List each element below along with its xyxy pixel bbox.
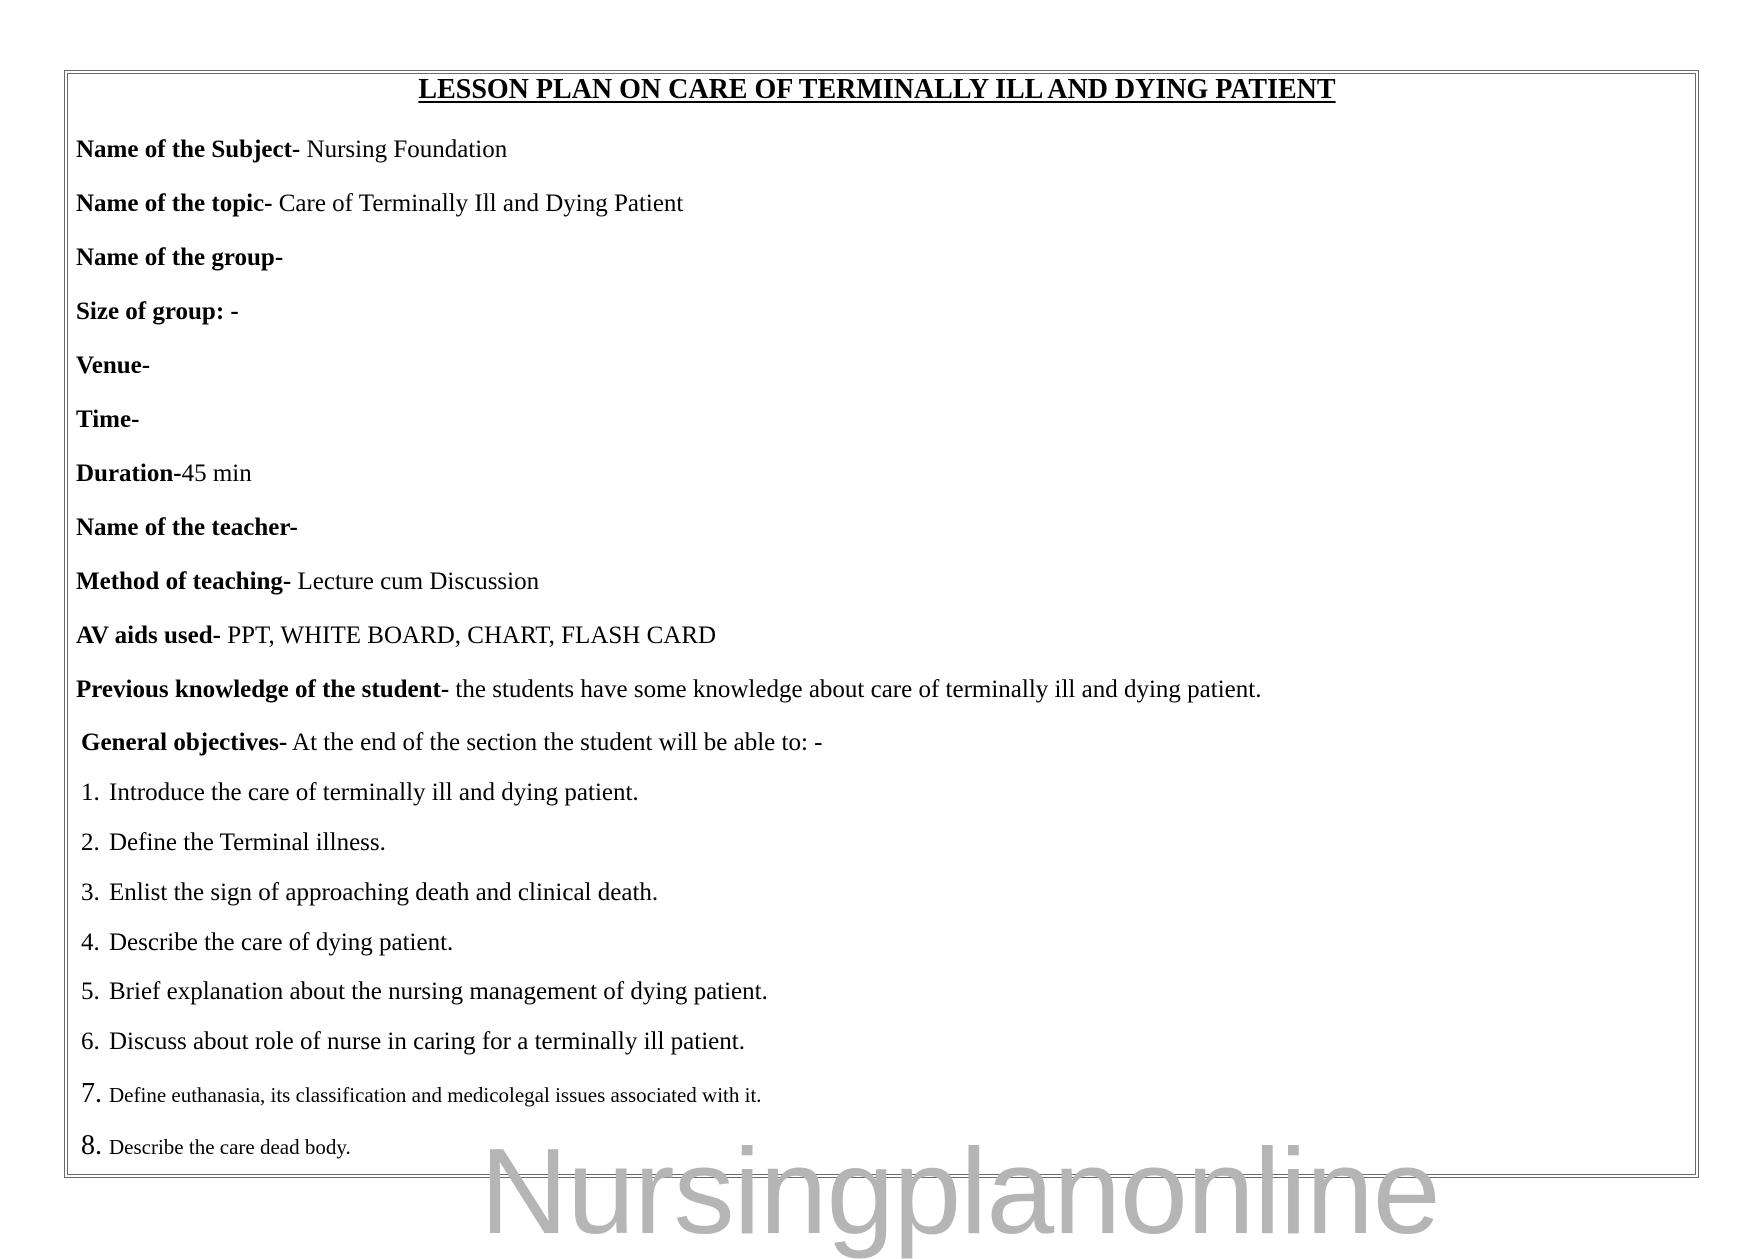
objective-item (81, 777, 639, 809)
field-label: Time- (76, 406, 140, 433)
objective-number: 7. (81, 1078, 102, 1109)
objective-text: Define the Terminal illness. (109, 829, 386, 856)
field-label: Name of the group- (76, 244, 284, 271)
field-subject (76, 134, 507, 166)
objective-number: 8. (81, 1130, 102, 1161)
document-title: LESSON PLAN ON CARE OF TERMINALLY ILL AND DYING PATIENT (418, 74, 1336, 105)
field-value: PPT, WHITE BOARD, CHART, FLASH CARD (220, 622, 717, 649)
objective-text: Define euthanasia, its classification and medicolegal issues associated with it. (109, 1083, 762, 1107)
objectives-label: General objectives- (81, 729, 288, 756)
field-venue (76, 350, 150, 382)
field-value: the students have some knowledge about care of terminally ill and dying patient. (449, 676, 1262, 703)
field-value: Lecture cum Discussion (291, 568, 540, 595)
objective-number: 1. (81, 779, 100, 806)
objective-number: 2. (81, 829, 100, 856)
objective-text: Enlist the sign of approaching death and clinical death. (109, 879, 659, 906)
objective-item (81, 976, 768, 1008)
objective-item (81, 1078, 762, 1111)
objective-number: 3. (81, 879, 100, 906)
objective-number: 4. (81, 929, 100, 956)
general-objectives-heading (81, 727, 822, 759)
objective-text: Describe the care of dying patient. (109, 929, 454, 956)
field-label: Venue- (76, 352, 151, 379)
objective-item (81, 1130, 351, 1163)
objective-item (81, 1026, 745, 1058)
objective-text: Describe the care dead body. (109, 1135, 351, 1159)
field-label: Name of the topic- (76, 190, 273, 217)
field-label: Size of group: - (76, 298, 239, 325)
objective-item (81, 877, 658, 909)
field-av-aids (76, 620, 716, 652)
field-value: 45 min (181, 460, 252, 487)
objective-number: 5. (81, 978, 100, 1005)
watermark-text: Nursingplanonline (480, 1123, 1440, 1259)
field-duration (76, 458, 252, 490)
objectives-intro: At the end of the section the student will be able to: - (287, 729, 823, 756)
objective-text: Discuss about role of nurse in caring for a terminally ill patient. (109, 1028, 745, 1055)
field-value: Nursing Foundation (300, 136, 508, 163)
field-teaching-method (76, 566, 539, 598)
field-label: Duration- (76, 460, 182, 487)
field-time (76, 404, 139, 436)
field-label: Name of the teacher- (76, 514, 298, 541)
objective-text: Introduce the care of terminally ill and dying patient. (109, 779, 639, 806)
objective-item (81, 827, 386, 859)
field-label: Method of teaching- (76, 568, 292, 595)
field-label: Name of the Subject- (76, 136, 301, 163)
field-label: AV aids used- (76, 622, 221, 649)
objective-text: Brief explanation about the nursing management of dying patient. (109, 978, 768, 1005)
objective-item (81, 927, 453, 959)
field-group (76, 242, 283, 274)
field-label: Previous knowledge of the student- (76, 676, 450, 703)
objective-number: 6. (81, 1028, 100, 1055)
field-teacher (76, 512, 298, 544)
field-previous-knowledge (76, 674, 1261, 706)
field-topic (76, 188, 683, 220)
field-group-size (76, 296, 239, 328)
field-value: Care of Terminally Ill and Dying Patient (272, 190, 684, 217)
